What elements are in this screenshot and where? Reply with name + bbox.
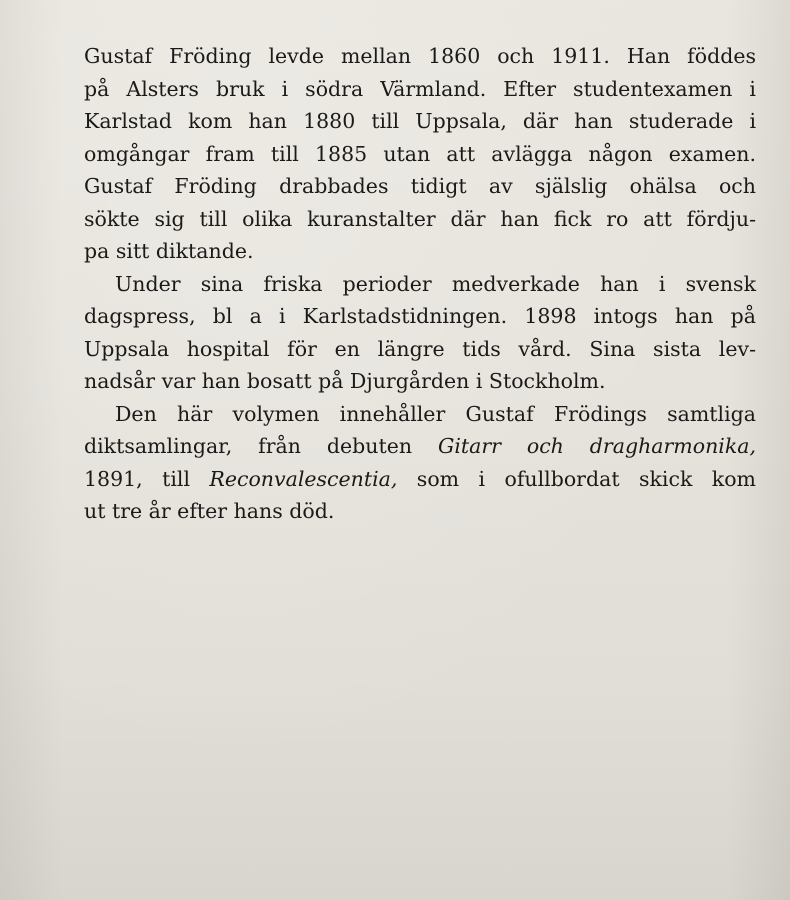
- text-line: dagspress, bl a i Karlstadstidningen. 1898 intogs han på: [84, 304, 756, 328]
- paragraph-3: [84, 398, 756, 528]
- book-title-gitarr: Gitarr och dragharmonika,: [437, 434, 756, 458]
- text-line: nadsår var han bosatt på Djurgården i Stockholm.: [84, 369, 606, 393]
- text-line: på Alsters bruk i södra Värmland. Efter studentexamen i: [84, 76, 756, 101]
- text-line: Under sina friska perioder medverkade han i svensk: [115, 271, 756, 296]
- text-segment: som i ofullbordat skick kom: [397, 466, 756, 491]
- text-line: omgångar fram till 1885 utan att avlägga någon examen.: [84, 141, 756, 166]
- text-line: pa sitt diktande.: [84, 239, 254, 263]
- biography-text: [84, 40, 756, 528]
- text-line: Den här volymen innehåller Gustaf Frödings samtliga: [115, 401, 756, 426]
- paragraph-2: [84, 268, 756, 398]
- text-line: Karlstad kom han 1880 till Uppsala, där han studerade i: [84, 109, 756, 133]
- text-line: [84, 430, 756, 463]
- text-line: ut tre år efter hans död.: [84, 499, 335, 523]
- book-title-reconvalescentia: Reconvalescentia,: [209, 466, 398, 491]
- text-line: sökte sig till olika kuranstalter där han fick ro att fördju-: [84, 206, 756, 231]
- text-segment: 1891, till: [84, 466, 210, 491]
- text-line: Gustaf Fröding levde mellan 1860 och 1911. Han föddes: [84, 44, 756, 68]
- text-segment: diktsamlingar, från debuten: [84, 434, 438, 458]
- paragraph-1: [84, 40, 756, 268]
- text-line: [84, 463, 756, 496]
- text-line: Gustaf Fröding drabbades tidigt av själslig ohälsa och: [84, 174, 756, 198]
- text-line: Uppsala hospital för en längre tids vård. Sina sista lev-: [84, 336, 756, 361]
